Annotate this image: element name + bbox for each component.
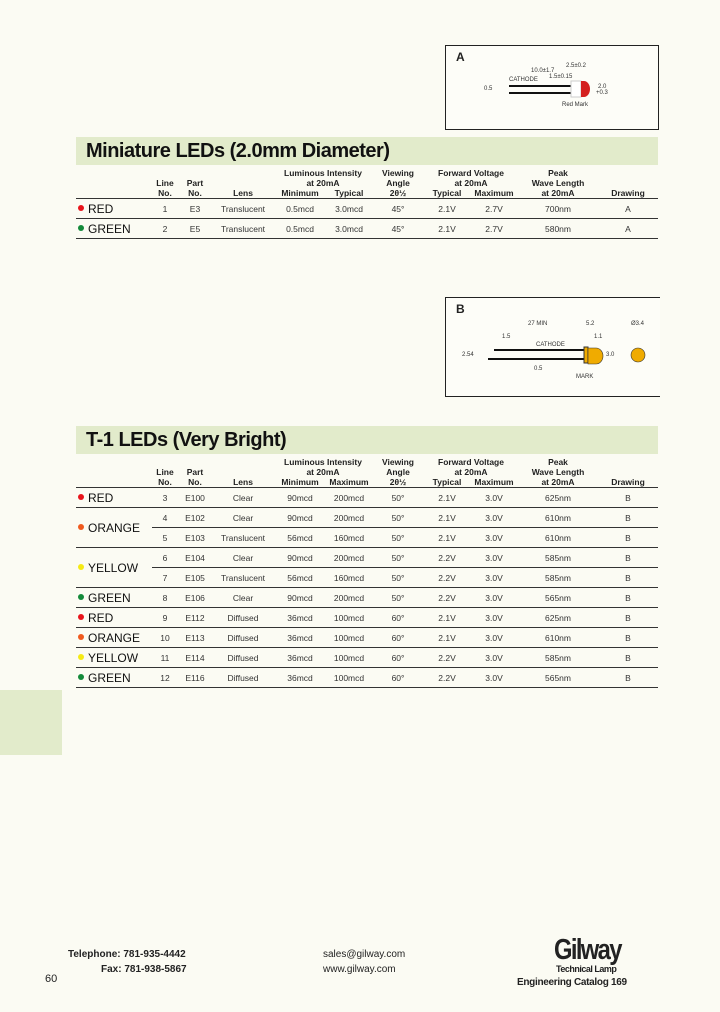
column-header — [212, 178, 274, 188]
table-cell: A — [625, 203, 631, 214]
column-header: No. — [178, 188, 212, 199]
table-cell: 4 — [152, 508, 178, 528]
table-cell: B — [625, 492, 631, 503]
table-cell: E5 — [178, 219, 212, 239]
column-header: Lens — [212, 477, 274, 488]
color-label — [76, 628, 152, 648]
color-name: RED — [88, 201, 114, 216]
table-cell: Diffused — [212, 628, 274, 648]
column-header: Wave Length — [531, 178, 585, 188]
color-label — [76, 488, 152, 508]
table-cell: 3.0V — [470, 548, 518, 568]
table-cell: 45° — [391, 203, 405, 214]
table-cell: 2.1V — [424, 219, 470, 239]
logo-subtitle: Technical Lamp — [556, 964, 617, 974]
column-header: Angle — [386, 178, 410, 188]
table-cell: Translucent — [212, 568, 274, 588]
column-header: Minimum — [274, 188, 326, 199]
table-cell: 12 — [152, 668, 178, 688]
column-header: Line — [156, 467, 174, 477]
table-row — [76, 488, 658, 508]
color-label — [76, 219, 152, 239]
column-header — [212, 168, 274, 178]
table-cell: 2.1V — [424, 628, 470, 648]
color-label — [76, 608, 152, 628]
section-header-miniature — [76, 137, 658, 165]
table-row — [76, 588, 658, 608]
color-name: RED — [88, 610, 114, 625]
table-cell: E3 — [189, 203, 201, 214]
drawing-a-label: A — [456, 50, 465, 64]
table-cell: E102 — [178, 508, 212, 528]
column-header: at 20mA — [454, 178, 488, 188]
table-cell: 45° — [372, 219, 424, 239]
column-header: at 20mA — [306, 467, 340, 477]
table-row — [76, 508, 658, 528]
column-header — [598, 457, 658, 467]
table-cell: 2.2V — [424, 648, 470, 668]
column-header: Minimum — [274, 477, 326, 488]
table-cell: 3.0V — [470, 668, 518, 688]
column-header — [598, 168, 658, 178]
column-header: Typical — [424, 188, 470, 199]
table-cell: 1 — [162, 203, 168, 214]
table-cell: 6 — [152, 548, 178, 568]
table-cell: 10 — [152, 628, 178, 648]
column-header: Part — [186, 467, 204, 477]
column-header: at 20mA — [518, 188, 598, 199]
column-header: at 20mA — [518, 477, 598, 488]
color-dot-icon — [78, 594, 84, 600]
table-cell: 90mcd — [274, 508, 326, 528]
table-cell: 60° — [372, 628, 424, 648]
table-cell: 610nm — [518, 508, 598, 528]
color-dot-icon — [78, 225, 84, 231]
table-cell: 3.0V — [470, 648, 518, 668]
color-name: GREEN — [88, 221, 131, 236]
table-cell: Diffused — [212, 648, 274, 668]
table-cell: 8 — [152, 588, 178, 608]
table-row — [76, 199, 658, 219]
column-header — [178, 457, 212, 467]
table-cell: B — [598, 588, 658, 608]
color-dot-icon — [78, 494, 84, 500]
column-header: 2θ½ — [372, 188, 424, 199]
table-cell: E113 — [178, 628, 212, 648]
table-cell: 3 — [162, 492, 168, 503]
column-header: 2θ½ — [372, 477, 424, 488]
color-dot-icon — [78, 524, 84, 530]
table-cell: 3.0V — [470, 628, 518, 648]
table-cell: Clear — [212, 508, 274, 528]
table-cell: 90mcd — [274, 588, 326, 608]
table-cell: 580nm — [518, 219, 598, 239]
table-cell: 2.7V — [485, 203, 503, 214]
color-label — [76, 648, 152, 668]
color-name: GREEN — [88, 590, 131, 605]
table-cell: B — [598, 648, 658, 668]
table-cell: 50° — [372, 568, 424, 588]
table-cell: B — [598, 508, 658, 528]
table-cell: 9 — [152, 608, 178, 628]
gilway-logo: Gilway — [554, 934, 621, 966]
color-name: ORANGE — [88, 630, 141, 645]
catalog-title: Engineering Catalog 169 — [517, 977, 627, 988]
table-cell: 0.5mcd — [274, 219, 326, 239]
table-cell: 3.0V — [470, 608, 518, 628]
table-cell: E105 — [178, 568, 212, 588]
table-cell: 585nm — [518, 568, 598, 588]
column-header: Drawing — [598, 188, 658, 199]
column-header: No. — [152, 477, 178, 488]
table-cell: B — [598, 548, 658, 568]
column-header — [76, 188, 152, 199]
column-header: Lens — [212, 188, 274, 199]
table-cell: 625nm — [518, 608, 598, 628]
table-cell: 3.0V — [470, 588, 518, 608]
table-cell: 565nm — [518, 668, 598, 688]
color-name: YELLOW — [88, 560, 139, 575]
table-cell: E106 — [178, 588, 212, 608]
table-cell: B — [598, 668, 658, 688]
column-header: Luminous Intensity — [284, 168, 362, 178]
table-cell: E104 — [178, 548, 212, 568]
column-header — [76, 477, 152, 488]
table-cell: 2.1V — [438, 203, 456, 214]
column-header: Wave Length — [531, 467, 585, 477]
column-header: Forward Voltage — [438, 457, 504, 467]
table-cell: B — [598, 528, 658, 548]
column-header — [152, 168, 178, 178]
table-cell: 36mcd — [274, 648, 326, 668]
column-header: Luminous Intensity — [284, 457, 362, 467]
table-cell: E103 — [178, 528, 212, 548]
table-cell: 610nm — [518, 528, 598, 548]
column-header — [76, 168, 152, 178]
website-link[interactable]: www.gilway.com — [323, 964, 396, 975]
table-cell: 3.0V — [470, 508, 518, 528]
color-dot-icon — [78, 654, 84, 660]
color-label — [76, 588, 152, 608]
column-header: Angle — [386, 467, 410, 477]
table-cell: 60° — [372, 668, 424, 688]
table-cell: 2.1V — [424, 508, 470, 528]
table-cell: 60° — [372, 648, 424, 668]
color-dot-icon — [78, 614, 84, 620]
table-cell: 90mcd — [287, 492, 313, 503]
table-cell: 3.0V — [470, 568, 518, 588]
column-header: Maximum — [326, 477, 372, 488]
column-header: Peak — [548, 457, 568, 467]
column-header — [598, 467, 658, 477]
table-cell: B — [598, 568, 658, 588]
color-label — [76, 668, 152, 688]
table-row — [76, 568, 658, 588]
table-cell: 60° — [372, 608, 424, 628]
table-cell: 2.2V — [424, 588, 470, 608]
column-header: Typical — [326, 188, 372, 199]
color-label — [76, 508, 152, 548]
table-cell: Translucent — [220, 203, 266, 214]
table-cell: 2.2V — [424, 668, 470, 688]
table-cell: 200mcd — [333, 492, 365, 503]
table-cell: 11 — [152, 648, 178, 668]
table-cell: E100 — [185, 492, 205, 503]
fax: Fax: 781-938-5867 — [101, 964, 187, 975]
column-header: Forward Voltage — [438, 168, 504, 178]
table-cell: 3.0mcd — [335, 203, 363, 214]
color-name: RED — [88, 490, 114, 505]
column-header: Part — [186, 178, 204, 188]
column-header — [76, 457, 152, 467]
table-cell: 50° — [372, 548, 424, 568]
column-header: Typical — [424, 477, 470, 488]
table-cell: 2.1V — [424, 608, 470, 628]
table-cell: Translucent — [212, 219, 274, 239]
table-cell: 585nm — [518, 548, 598, 568]
table-cell: Clear — [212, 588, 274, 608]
section-title: Miniature LEDs (2.0mm Diameter) — [86, 140, 390, 162]
color-name: YELLOW — [88, 650, 139, 665]
table-cell: 50° — [372, 528, 424, 548]
table-cell: 585nm — [518, 648, 598, 668]
table-cell: 3.0mcd — [326, 219, 372, 239]
column-header: No. — [178, 477, 212, 488]
color-label — [76, 199, 152, 219]
miniature-led-table — [76, 168, 658, 239]
color-name: GREEN — [88, 670, 131, 685]
telephone: Telephone: 781-935-4442 — [68, 949, 186, 960]
table-cell: B — [598, 608, 658, 628]
side-tab — [0, 690, 62, 755]
table-cell: 36mcd — [274, 628, 326, 648]
table-cell: 0.5mcd — [286, 203, 314, 214]
table-cell: E114 — [178, 648, 212, 668]
column-header — [76, 178, 152, 188]
table-cell: 100mcd — [326, 668, 372, 688]
color-label — [76, 548, 152, 588]
color-dot-icon — [78, 564, 84, 570]
column-header: at 20mA — [454, 467, 488, 477]
table-row — [76, 648, 658, 668]
table-cell: 160mcd — [326, 528, 372, 548]
color-name: ORANGE — [88, 520, 141, 535]
led-a-diagram-icon — [446, 46, 658, 129]
table-cell: 2.2V — [424, 568, 470, 588]
table-cell: 200mcd — [326, 588, 372, 608]
table-cell: Clear — [212, 548, 274, 568]
table-cell: 2.1V — [438, 492, 456, 503]
column-header: Viewing — [382, 168, 414, 178]
table-cell: 160mcd — [326, 568, 372, 588]
table-row — [76, 528, 658, 548]
table-cell: 36mcd — [274, 608, 326, 628]
color-dot-icon — [78, 205, 84, 211]
drawing-b: B 27 MIN 5.2 1.5 1.1 CATHODE 2.54 3.0 0.5 MARK Ø3.4 — [445, 297, 660, 397]
column-header — [212, 467, 274, 477]
table-cell: 56mcd — [274, 568, 326, 588]
column-header — [212, 457, 274, 467]
section-header-t1 — [76, 426, 658, 454]
table-cell: 2.7V — [470, 219, 518, 239]
page-number: 60 — [45, 973, 58, 985]
table-cell: 2 — [152, 219, 178, 239]
table-cell: 36mcd — [274, 668, 326, 688]
table-cell: 50° — [372, 588, 424, 608]
table-cell: 700nm — [545, 203, 571, 214]
table-cell: 200mcd — [326, 548, 372, 568]
table-cell: 50° — [372, 508, 424, 528]
column-header: No. — [152, 188, 178, 199]
column-header: Viewing — [382, 457, 414, 467]
table-cell: 2.2V — [424, 548, 470, 568]
table-cell: E116 — [178, 668, 212, 688]
column-header: at 20mA — [306, 178, 340, 188]
table-row — [76, 628, 658, 648]
table-cell: 90mcd — [274, 548, 326, 568]
table-cell: 625nm — [545, 492, 571, 503]
table-cell: A — [598, 219, 658, 239]
column-header — [152, 457, 178, 467]
table-cell: 610nm — [518, 628, 598, 648]
table-cell: Diffused — [212, 608, 274, 628]
table-cell: 2.1V — [424, 528, 470, 548]
table-cell: 565nm — [518, 588, 598, 608]
column-header: Maximum — [470, 188, 518, 199]
table-cell: 50° — [391, 492, 405, 503]
table-cell: Diffused — [212, 668, 274, 688]
column-header — [76, 467, 152, 477]
table-cell: Clear — [232, 492, 254, 503]
table-cell: 3.0V — [485, 492, 503, 503]
drawing-a: A 10.0±1.7 2.5±0.2 CATHODE 1.5±0.15 0.5 2.0 +0.3 Red Mark — [445, 45, 659, 130]
column-header: Drawing — [598, 477, 658, 488]
color-dot-icon — [78, 674, 84, 680]
table-cell: 100mcd — [326, 628, 372, 648]
table-cell: 5 — [152, 528, 178, 548]
table-cell: B — [598, 628, 658, 648]
table-cell: 56mcd — [274, 528, 326, 548]
table-cell: 100mcd — [326, 648, 372, 668]
table-cell: E112 — [178, 608, 212, 628]
table-row — [76, 608, 658, 628]
column-header: Peak — [548, 168, 568, 178]
color-dot-icon — [78, 634, 84, 640]
section-title: T-1 LEDs (Very Bright) — [86, 429, 287, 451]
table-row — [76, 668, 658, 688]
table-cell: 3.0V — [470, 528, 518, 548]
table-cell: 7 — [152, 568, 178, 588]
table-cell: Translucent — [212, 528, 274, 548]
t1-led-table — [76, 457, 658, 688]
table-row — [76, 219, 658, 239]
column-header: Maximum — [470, 477, 518, 488]
email-link[interactable]: sales@gilway.com — [323, 949, 406, 960]
table-cell: 200mcd — [326, 508, 372, 528]
table-row — [76, 548, 658, 568]
table-cell: 100mcd — [326, 608, 372, 628]
column-header: Line — [156, 178, 174, 188]
column-header — [178, 168, 212, 178]
column-header — [598, 178, 658, 188]
drawing-b-label: B — [456, 302, 465, 316]
